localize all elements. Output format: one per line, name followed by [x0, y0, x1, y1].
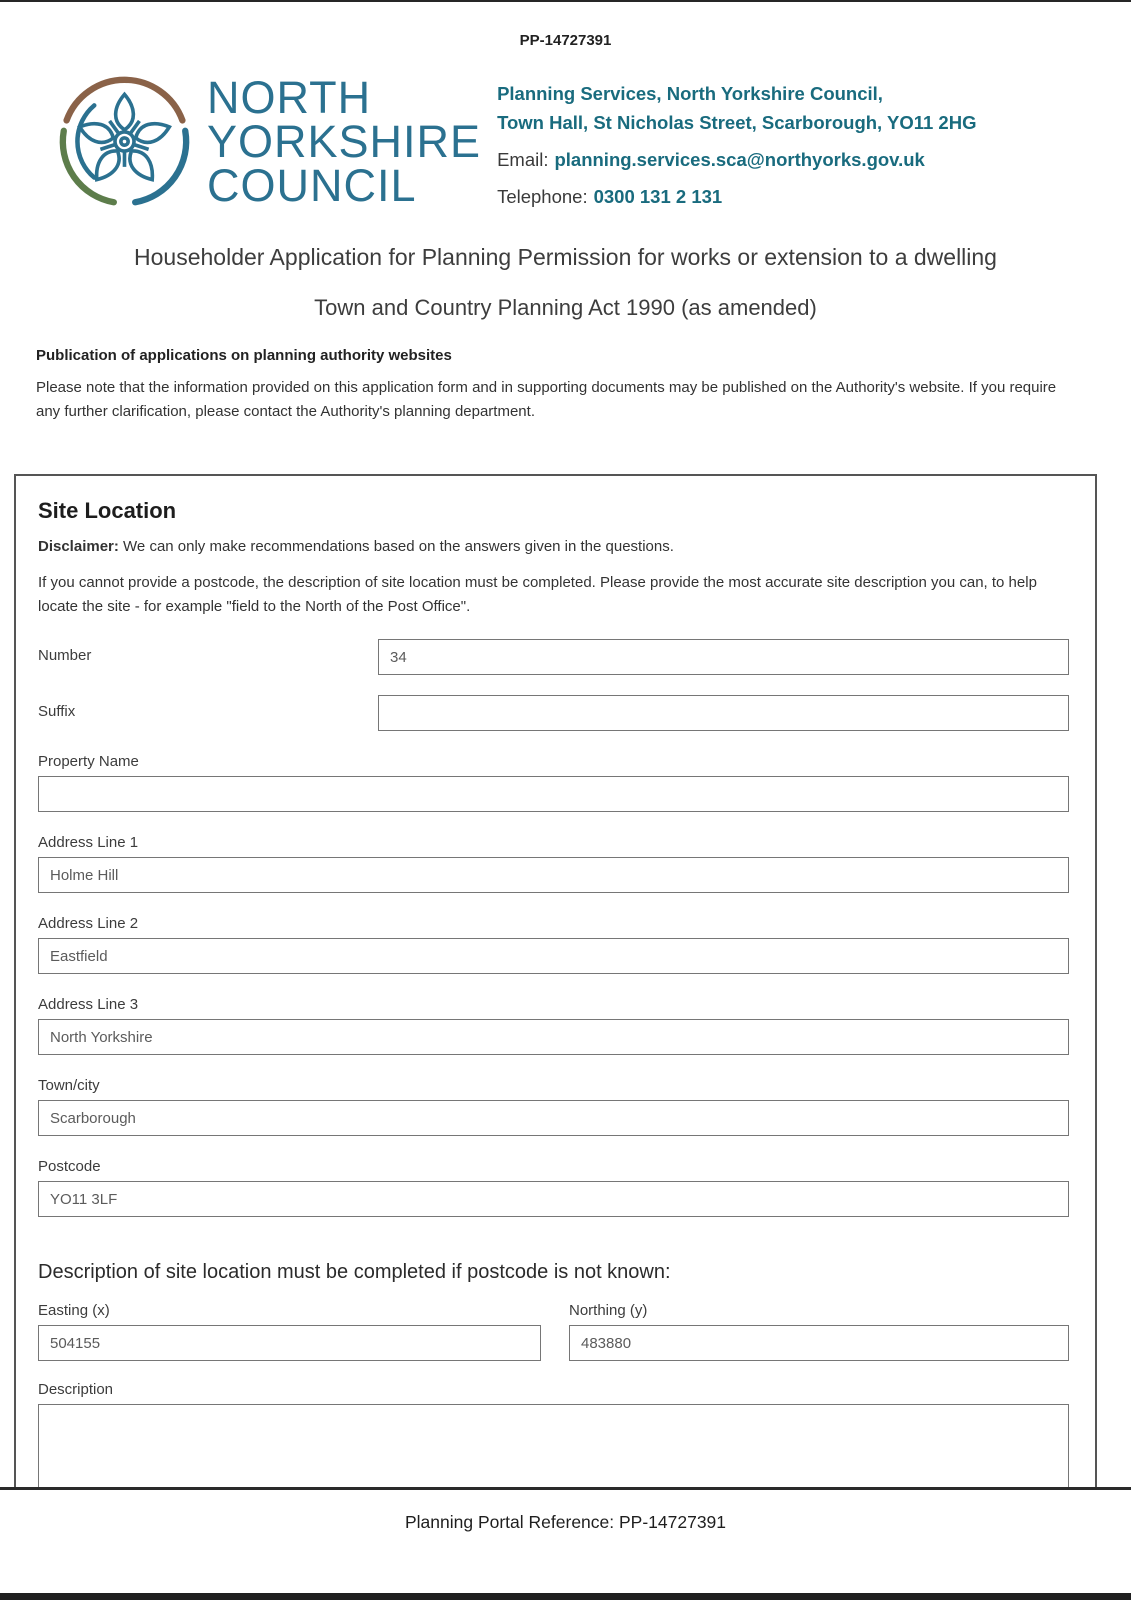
address-line-3-field — [38, 996, 1069, 1055]
number-input[interactable] — [378, 639, 1069, 675]
page-top-edge — [0, 0, 1131, 2]
number-field-row — [38, 639, 1069, 675]
property-name-input[interactable] — [38, 776, 1069, 812]
northing-label: Northing (y) — [569, 1302, 648, 1319]
description-field — [38, 1381, 1069, 1487]
contact-line-2: Town Hall, St Nicholas Street, Scarborough, YO11 2HG — [497, 112, 977, 133]
page-break-rule — [0, 1487, 1131, 1490]
disclaimer-text: We can only make recommendations based on the answers given in the questions. — [118, 538, 674, 555]
document-title: Householder Application for Planning Permission for works or extension to a dwelling — [134, 244, 997, 270]
easting-input[interactable] — [38, 1325, 541, 1361]
address-line-2-field — [38, 915, 1069, 974]
wordmark-line-1: NORTH — [207, 71, 372, 123]
publication-note-heading: Publication of applications on planning authority websites — [36, 347, 452, 364]
contact-line-1: Planning Services, North Yorkshire Council, — [497, 83, 883, 104]
wordmark-line-2: YORKSHIRE — [207, 115, 482, 167]
site-location-heading: Site Location — [38, 498, 177, 523]
address-line-1-label: Address Line 1 — [38, 834, 139, 851]
site-location-instructions: If you cannot provide a postcode, the description of site location must be completed. Please provide the most accurate site description you can, to help locate the site - for example "field to the North of the Post Office". — [38, 574, 1037, 615]
description-textarea[interactable] — [38, 1404, 1069, 1487]
easting-label: Easting (x) — [38, 1302, 110, 1319]
postcode-field — [38, 1158, 1069, 1217]
coordinates-row — [38, 1302, 1069, 1361]
town-city-label: Town/city — [38, 1077, 100, 1094]
page-bottom-edge — [0, 1593, 1131, 1600]
document-header — [52, 69, 1103, 214]
number-label: Number — [38, 647, 92, 664]
application-reference: PP-14727391 — [519, 32, 612, 49]
address-line-2-input[interactable] — [38, 938, 1069, 974]
description-label: Description — [38, 1381, 114, 1398]
telephone-label: Telephone: — [497, 186, 588, 207]
contact-email-line — [497, 145, 976, 174]
easting-field — [38, 1302, 541, 1361]
postcode-label: Postcode — [38, 1158, 101, 1175]
suffix-label: Suffix — [38, 703, 76, 720]
email-label: Email: — [497, 149, 549, 170]
council-logo — [52, 69, 481, 214]
suffix-field-row — [38, 695, 1069, 731]
town-city-input[interactable] — [38, 1100, 1069, 1136]
address-line-3-input[interactable] — [38, 1019, 1069, 1055]
site-location-section — [14, 474, 1097, 1487]
postcode-input[interactable] — [38, 1181, 1069, 1217]
publication-note-body: Please note that the information provided on this application form and in supporting documents may be published on the Authority's website. If you require any further clarification, please contact the Authority's planning department. — [36, 379, 1057, 420]
address-line-1-field — [38, 834, 1069, 893]
council-rose-icon — [52, 69, 197, 214]
disclaimer-label: Disclaimer: — [38, 538, 119, 555]
disclaimer — [38, 538, 1069, 555]
northing-field — [569, 1302, 1069, 1361]
property-name-label: Property Name — [38, 753, 139, 770]
suffix-input[interactable] — [378, 695, 1069, 731]
description-section-heading: Description of site location must be completed if postcode is not known: — [38, 1261, 671, 1283]
contact-block — [497, 69, 976, 211]
email-link[interactable]: planning.services.sca@northyorks.gov.uk — [554, 149, 925, 170]
council-wordmark — [207, 71, 482, 211]
town-city-field — [38, 1077, 1069, 1136]
address-line-3-label: Address Line 3 — [38, 996, 139, 1013]
address-line-2-label: Address Line 2 — [38, 915, 139, 932]
address-line-1-input[interactable] — [38, 857, 1069, 893]
document-subtitle: Town and Country Planning Act 1990 (as amended) — [314, 295, 817, 320]
planning-portal-reference: Planning Portal Reference: PP-14727391 — [404, 1512, 727, 1532]
property-name-field — [38, 753, 1069, 812]
telephone-number: 0300 131 2 131 — [593, 186, 723, 207]
contact-phone-line — [497, 182, 976, 211]
northing-input[interactable] — [569, 1325, 1069, 1361]
wordmark-line-3: COUNCIL — [207, 159, 417, 211]
